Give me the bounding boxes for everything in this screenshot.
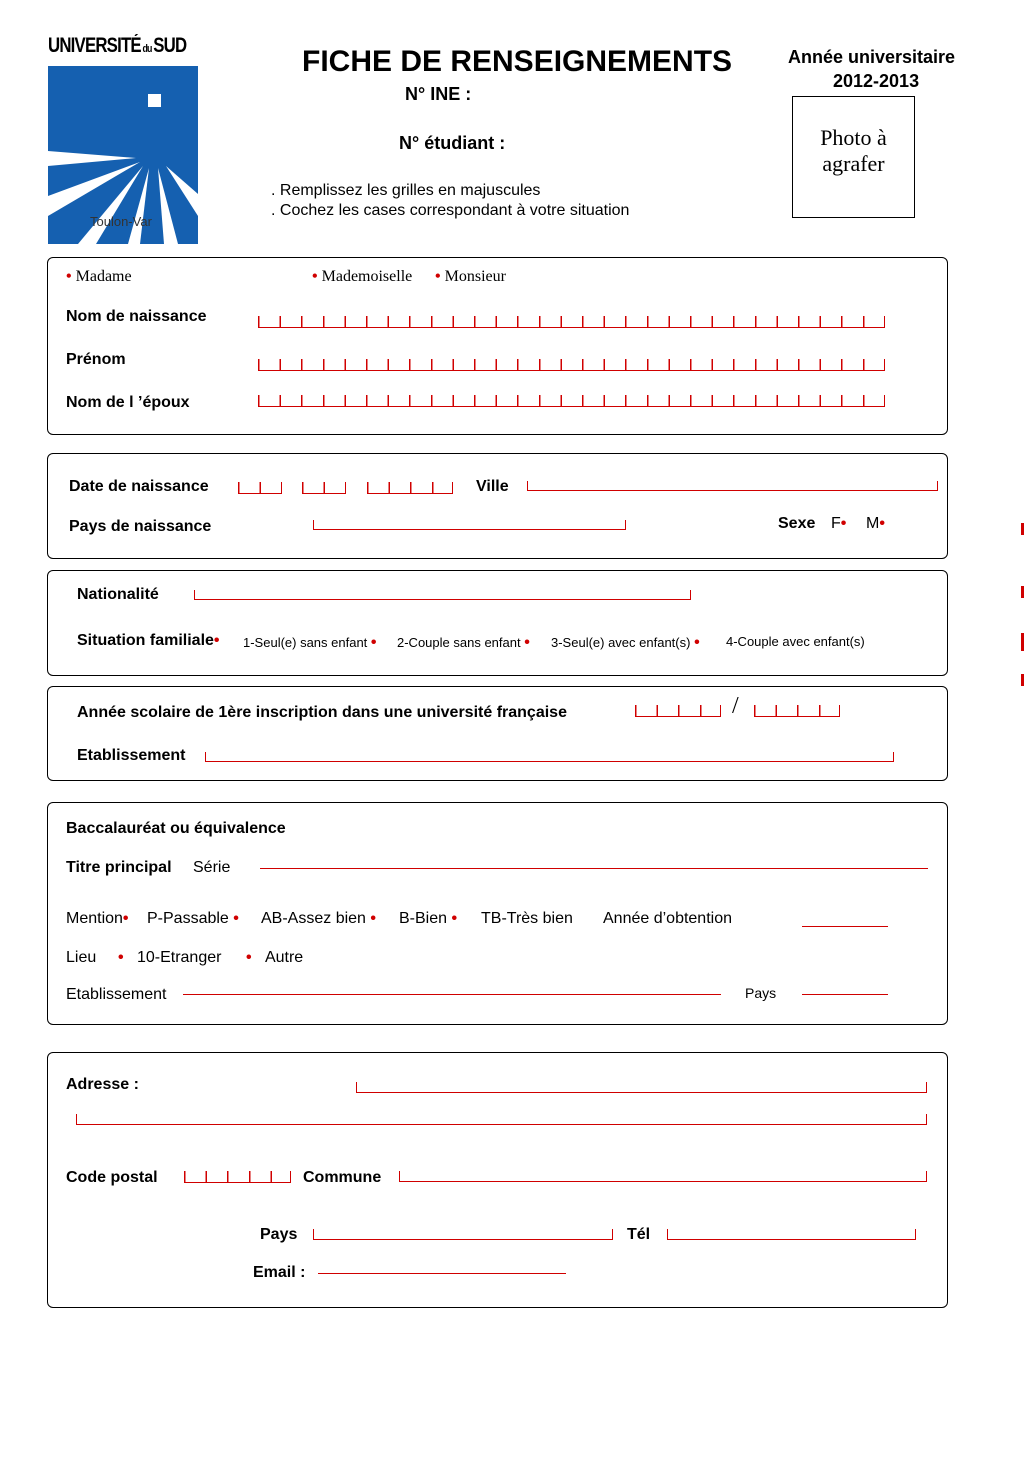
first-enrollment-year-end[interactable] [754, 705, 840, 717]
address-line1-field[interactable] [356, 1082, 927, 1093]
family-option-2-label: 2-Couple sans enfant [397, 635, 521, 650]
civility-mademoiselle[interactable]: • Mademoiselle [312, 268, 413, 285]
bac-year-label: Année d’obtention [603, 910, 732, 927]
mention-option-b-label: B-Bien [399, 910, 448, 927]
mention-option-b[interactable]: B-Bien • [399, 910, 458, 927]
email-field[interactable] [318, 1273, 566, 1274]
family-option-4[interactable] [726, 634, 865, 649]
first-enrollment-institution-label: Etablissement [77, 747, 186, 764]
mention-label: Mention• [66, 910, 129, 927]
mention-option-p[interactable]: P-Passable • [147, 910, 239, 927]
birth-month-grid[interactable] [302, 482, 346, 494]
sex-m-label: M [866, 515, 880, 532]
page-title: FICHE DE RENSEIGNEMENTS [302, 45, 733, 78]
birth-year-grid[interactable] [367, 482, 453, 494]
photo-label-line2: agrafer [822, 151, 885, 176]
mention-option-ab[interactable]: AB-Assez bien • [261, 910, 376, 927]
photo-box [792, 96, 915, 218]
logo-wordmark: UNIVERSITÉ du SUD [48, 34, 187, 57]
address-country-field[interactable] [313, 1229, 613, 1240]
place-option-foreign[interactable]: • 10-Etranger [118, 949, 222, 966]
birth-name-grid[interactable] [258, 316, 885, 328]
bac-title: Baccalauréat ou équivalence [66, 820, 286, 837]
commune-field[interactable] [399, 1171, 927, 1182]
place-option-foreign-label: 10-Etranger [136, 949, 222, 966]
postal-code-label: Code postal [66, 1169, 158, 1186]
mention-label-text: Mention [66, 910, 123, 927]
civility-monsieur-label: Monsieur [444, 268, 506, 285]
place-option-other[interactable]: • Autre [246, 949, 304, 966]
family-option-1-label: 1-Seul(e) sans enfant [243, 635, 368, 650]
photo-label-line1: Photo à [820, 125, 887, 150]
phone-field[interactable] [667, 1229, 916, 1240]
sex-f-label: F [831, 515, 841, 532]
civility-mademoiselle-label: Mademoiselle [321, 268, 413, 285]
birth-date-label: Date de naissance [69, 478, 209, 495]
birth-section [47, 453, 948, 559]
bac-place-label: Lieu [66, 949, 97, 966]
address-country-label: Pays [260, 1226, 298, 1243]
mention-option-p-label: P-Passable [147, 910, 229, 927]
student-number-label: N° étudiant : [399, 133, 506, 153]
phone-label: Tél [627, 1226, 651, 1243]
first-name-label: Prénom [66, 351, 126, 368]
bac-series-field[interactable] [260, 868, 928, 869]
nationality-section [47, 570, 948, 676]
nationality-label: Nationalité [77, 586, 159, 603]
birth-name-label: Nom de naissance [66, 308, 207, 325]
birth-city-field[interactable] [527, 481, 938, 491]
commune-label: Commune [303, 1169, 382, 1186]
family-option-1[interactable]: 1-Seul(e) sans enfant • [243, 634, 377, 651]
birth-country-field[interactable] [313, 520, 626, 530]
nationality-field[interactable] [194, 590, 691, 600]
first-enrollment-institution-field[interactable] [205, 752, 894, 762]
instruction-capitals: . Remplissez les grilles en majuscules [271, 182, 541, 199]
bac-main-title-label: Titre principal [66, 859, 172, 876]
instruction-checkboxes: . Cochez les cases correspondant à votre situation [271, 202, 630, 219]
sex-m-option[interactable]: M• [866, 515, 885, 532]
place-option-other-label: Autre [264, 949, 304, 966]
family-option-4-label: 4-Couple avec enfant(s) [726, 634, 865, 649]
civility-madame[interactable]: • Madame [66, 268, 132, 285]
bac-series-label: Série [193, 859, 231, 876]
family-situation-label: Situation familiale• [77, 632, 220, 649]
ine-label: N° INE : [405, 84, 472, 104]
spouse-name-label: Nom de l ’époux [66, 394, 190, 411]
mention-option-tb-label: TB-Très bien [481, 910, 573, 927]
civility-madame-label: Madame [75, 268, 132, 285]
bac-institution-label: Etablissement [66, 986, 167, 1003]
mention-option-ab-label: AB-Assez bien [261, 910, 366, 927]
family-situation-text: Situation familiale [77, 632, 214, 649]
sex-label: Sexe [778, 515, 816, 532]
first-name-grid[interactable] [258, 359, 885, 371]
sex-f-option[interactable]: F• [831, 515, 847, 532]
mention-option-tb[interactable] [481, 910, 573, 928]
address-line2-field[interactable] [76, 1114, 927, 1125]
birth-city-label: Ville [476, 478, 509, 495]
bac-institution-field[interactable] [183, 994, 721, 995]
bac-country-label: Pays [745, 985, 777, 1001]
email-label: Email : [253, 1264, 306, 1281]
family-option-3[interactable]: 3-Seul(e) avec enfant(s) • [551, 634, 700, 651]
family-option-2[interactable]: 2-Couple sans enfant • [397, 634, 530, 651]
logo-subtitle: Toulon-Var [90, 214, 152, 229]
postal-code-grid[interactable] [184, 1171, 291, 1183]
civility-monsieur[interactable]: • Monsieur [435, 268, 506, 285]
birth-country-label: Pays de naissance [69, 518, 212, 535]
year-separator: / [732, 693, 739, 719]
family-option-3-label: 3-Seul(e) avec enfant(s) [551, 635, 691, 650]
academic-year-label: Année universitaire [788, 47, 956, 67]
spouse-name-grid[interactable] [258, 395, 885, 407]
bac-year-field[interactable] [802, 926, 888, 927]
first-enrollment-section [47, 686, 948, 781]
address-label: Adresse : [66, 1076, 139, 1093]
university-logo [46, 30, 200, 230]
birth-day-grid[interactable] [238, 482, 282, 494]
academic-year-value: 2012-2013 [833, 71, 920, 91]
first-enrollment-year-start[interactable] [635, 705, 721, 717]
first-enrollment-label: Année scolaire de 1ère inscription dans une université française [77, 704, 567, 721]
bac-country-field[interactable] [802, 994, 888, 995]
